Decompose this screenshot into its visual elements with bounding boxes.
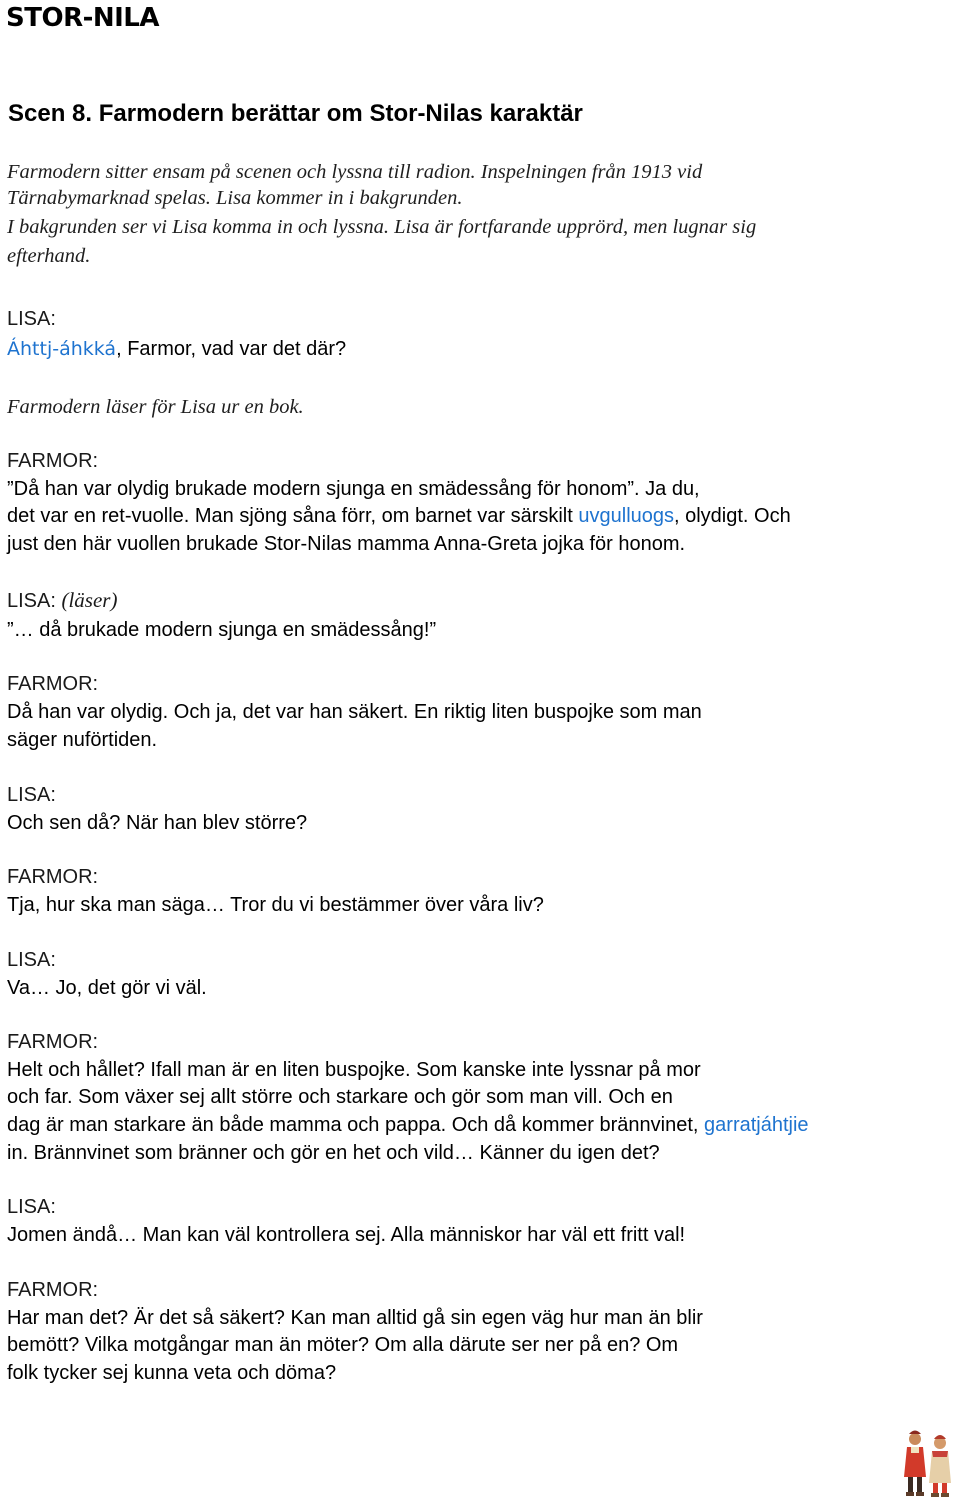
dialogue-line: Har man det? Är det så säkert? Kan man alltid gå sin egen väg hur man än blir: [7, 1307, 703, 1329]
logo-text: STOR-NILA: [6, 3, 159, 33]
dialogue-line: och far. Som växer sej allt större och starkare och gör som man vill. Och en: [7, 1086, 673, 1108]
parenthetical: (läser): [61, 588, 118, 612]
speaker-label: FARMOR:: [7, 866, 99, 888]
footer-figures-illustration: [898, 1425, 956, 1499]
intro-line: efterhand.: [7, 245, 91, 267]
dialogue-line: dag är man starkare än både mamma och pappa. Och då kommer brännvinet, garratjáhtjie: [7, 1114, 809, 1136]
speaker-label: FARMOR:: [7, 1279, 99, 1301]
stor-nila-logo: [6, 3, 159, 33]
speaker-label: LISA: (läser): [7, 588, 118, 612]
sami-term: uvgulluogs: [578, 505, 674, 527]
speaker-label: FARMOR:: [7, 673, 99, 695]
speaker-label: LISA:: [7, 308, 56, 330]
dialogue-line: bemött? Vilka motgångar man än möter? Om alla därute ser ner på en? Om: [7, 1334, 679, 1356]
stage-direction-intro: [7, 158, 907, 271]
sami-term: garratjáhtjie: [704, 1114, 809, 1136]
dialogue-line: Áhttj-áhkká, Farmor, vad var det där?: [7, 338, 347, 360]
dialogue-line: Jomen ändå… Man kan väl kontrollera sej. Alla människor har väl ett fritt val!: [7, 1224, 686, 1246]
speaker-label: FARMOR:: [7, 1031, 99, 1053]
dialogue-line: in. Brännvinet som bränner och gör en het och vild… Känner du igen det?: [7, 1142, 660, 1164]
speaker-label: LISA:: [7, 1196, 56, 1218]
dialogue-line: Då han var olydig. Och ja, det var han säkert. En riktig liten buspojke som man: [7, 701, 702, 723]
dialogue-line: Tja, hur ska man säga… Tror du vi bestämmer över våra liv?: [7, 894, 544, 916]
intro-line: Farmodern sitter ensam på scenen och lyssna till radion. Inspelningen från 1913 vid: [7, 161, 703, 183]
dialogue-line: ”Då han var olydig brukade modern sjunga en smädessång för honom”. Ja du,: [7, 478, 700, 500]
dialogue-line: just den här vuollen brukade Stor-Nilas mamma Anna-Greta jojka för honom.: [7, 533, 686, 555]
stage-direction: Farmodern läser för Lisa ur en bok.: [7, 396, 304, 418]
intro-line: I bakgrunden ser vi Lisa komma in och lyssna. Lisa är fortfarande upprörd, men lugnar sig: [7, 216, 757, 238]
dialogue-line: säger nuförtiden.: [7, 729, 158, 751]
dialogue-line: Va… Jo, det gör vi väl.: [7, 977, 207, 999]
dialogue-line: Helt och hållet? Ifall man är en liten buspojke. Som kanske inte lyssnar på mor: [7, 1059, 701, 1081]
dialogue-line: folk tycker sej kunna veta och döma?: [7, 1362, 337, 1384]
speaker-label: LISA:: [7, 784, 56, 806]
sami-term: Áhttj-áhkká: [7, 338, 117, 360]
speaker-label: LISA:: [7, 949, 56, 971]
scene-title: Scen 8. Farmodern berättar om Stor-Nilas karaktär: [8, 100, 583, 127]
dialogue-line: ”… då brukade modern sjunga en smädessång!”: [7, 619, 437, 641]
dialogue-line: det var en ret-vuolle. Man sjöng såna förr, om barnet var särskilt uvgulluogs, olydigt. Och: [7, 505, 791, 527]
intro-line: Tärnabymarknad spelas. Lisa kommer in i bakgrunden.: [7, 187, 463, 209]
speaker-label: FARMOR:: [7, 450, 99, 472]
dialogue-line: Och sen då? När han blev större?: [7, 812, 308, 834]
